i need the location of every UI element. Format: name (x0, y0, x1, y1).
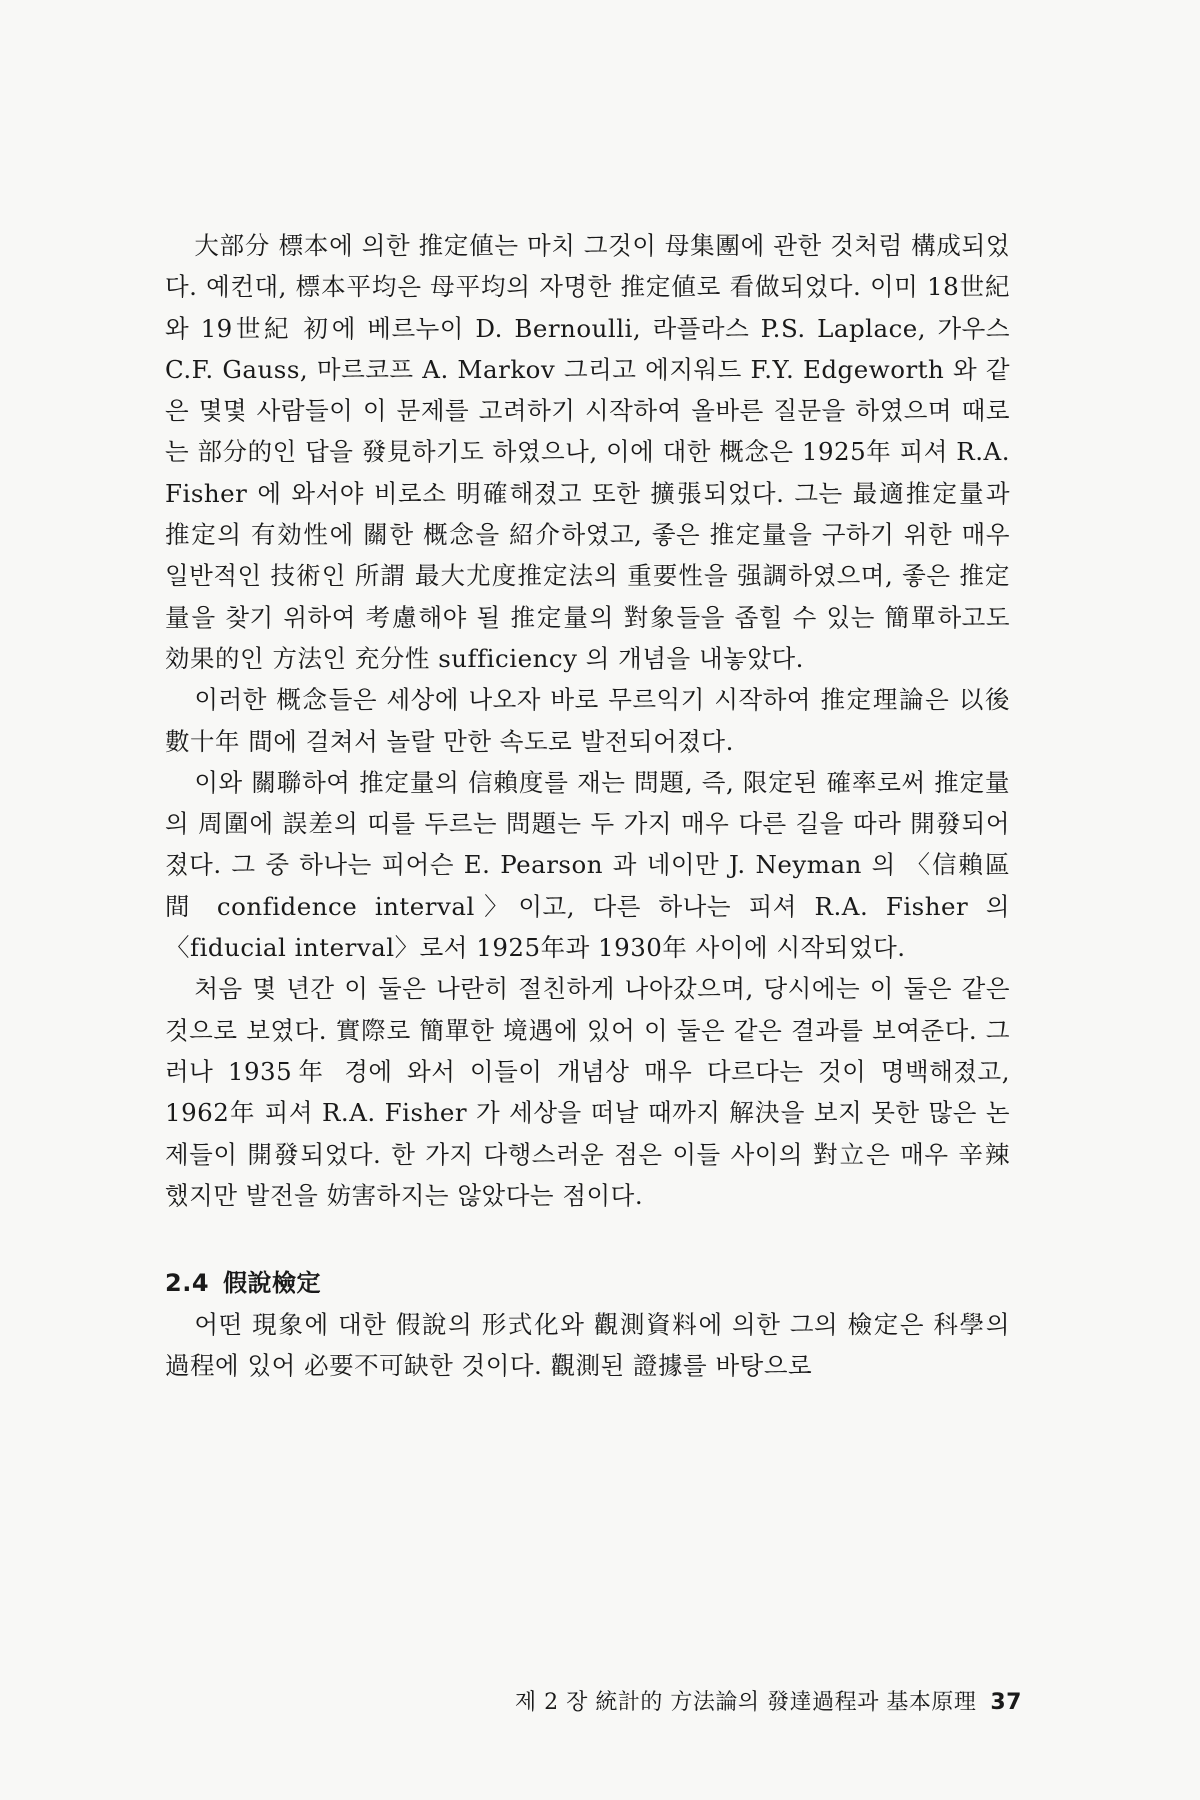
page-body (165, 225, 1010, 1387)
paragraph-estimation-theory: 이러한 概念들은 세상에 나오자 바로 무르익기 시작하여 推定理論은 以後 數十年 間에 걸쳐서 놀랄 만한 속도로 발전되어졌다. (165, 685, 1010, 756)
section-heading (165, 1263, 1010, 1304)
page-footer (515, 1688, 1022, 1718)
section-title: 假說檢定 (223, 1269, 322, 1298)
paragraph-concept-differences: 처음 몇 년간 이 둘은 나란히 절친하게 나아갔으며, 당시에는 이 둘은 같은 것으로 보였다. 實際로 簡單한 境遇에 있어 이 둘은 같은 결과를 보여준다. 그러나 1935年 경에 와서 이들이 개념상 매우 다르다는 것이 명백해졌고, 1962年 피셔 R.A. Fisher 가 세상을 떠날 때까지 解決을 보지 못한 많은 논제들이 開發되었다. 한 가지 다행스러운 점은 이들 사이의 對立은 매우 辛辣했지만 발전을 妨害하지는 않았다는 점이다. (165, 974, 1010, 1210)
section-number: 2.4 (165, 1269, 210, 1298)
paragraph-confidence-interval: 이와 關聯하여 推定量의 信賴度를 재는 問題, 즉, 限定된 確率로써 推定量의 周圍에 誤差의 띠를 두르는 問題는 두 가지 매우 다른 길을 따라 開發되어졌다. 그 중 하나는 피어슨 E. Pearson 과 네이만 J. Neyman 의 〈信賴區間 confidence interval〉이고, 다른 하나는 피셔 R.A. Fisher 의 〈fiducial interval〉로서 1925年과 1930年 사이에 시작되었다. (165, 767, 1010, 963)
paragraph-hypothesis-testing: 어떤 現象에 대한 假說의 形式化와 觀測資料에 의한 그의 檢定은 科學의 過程에 있어 必要不可缺한 것이다. 觀測된 證據를 바탕으로 (165, 1310, 1010, 1381)
paragraph-estimation-history: 大部分 標本에 의한 推定値는 마치 그것이 母集團에 관한 것처럼 構成되었다. 예컨대, 標本平均은 母平均의 자명한 推定値로 看做되었다. 이미 18世紀와 19世紀 初에 베르누이 D. Bernoulli, 라플라스 P.S. Laplace, 가우스 C.F. Gauss, 마르코프 A. Markov 그리고 에지워드 F.Y. Edgeworth 와 같은 몇몇 사람들이 이 문제를 고려하기 시작하여 올바른 질문을 하였으며 때로는 部分的인 답을 發見하기도 하였으나, 이에 대한 概念은 1925年 피셔 R.A. Fisher 에 와서야 비로소 明確해졌고 또한 擴張되었다. 그는 最適推定量과 推定의 有効性에 關한 概念을 紹介하였고, 좋은 推定量을 구하기 위한 매우 일반적인 技術인 所謂 最大尤度推定法의 重要性을 强調하였으며, 좋은 推定量을 찾기 위하여 考慮해야 될 推定量의 對象들을 좁힐 수 있는 簡單하고도 効果的인 方法인 充分性 sufficiency 의 개념을 내놓았다. (165, 231, 1010, 673)
running-title: 제 2 장 統計的 方法論의 發達過程과 基本原理 (514, 1690, 977, 1715)
page-number: 37 (990, 1690, 1022, 1715)
